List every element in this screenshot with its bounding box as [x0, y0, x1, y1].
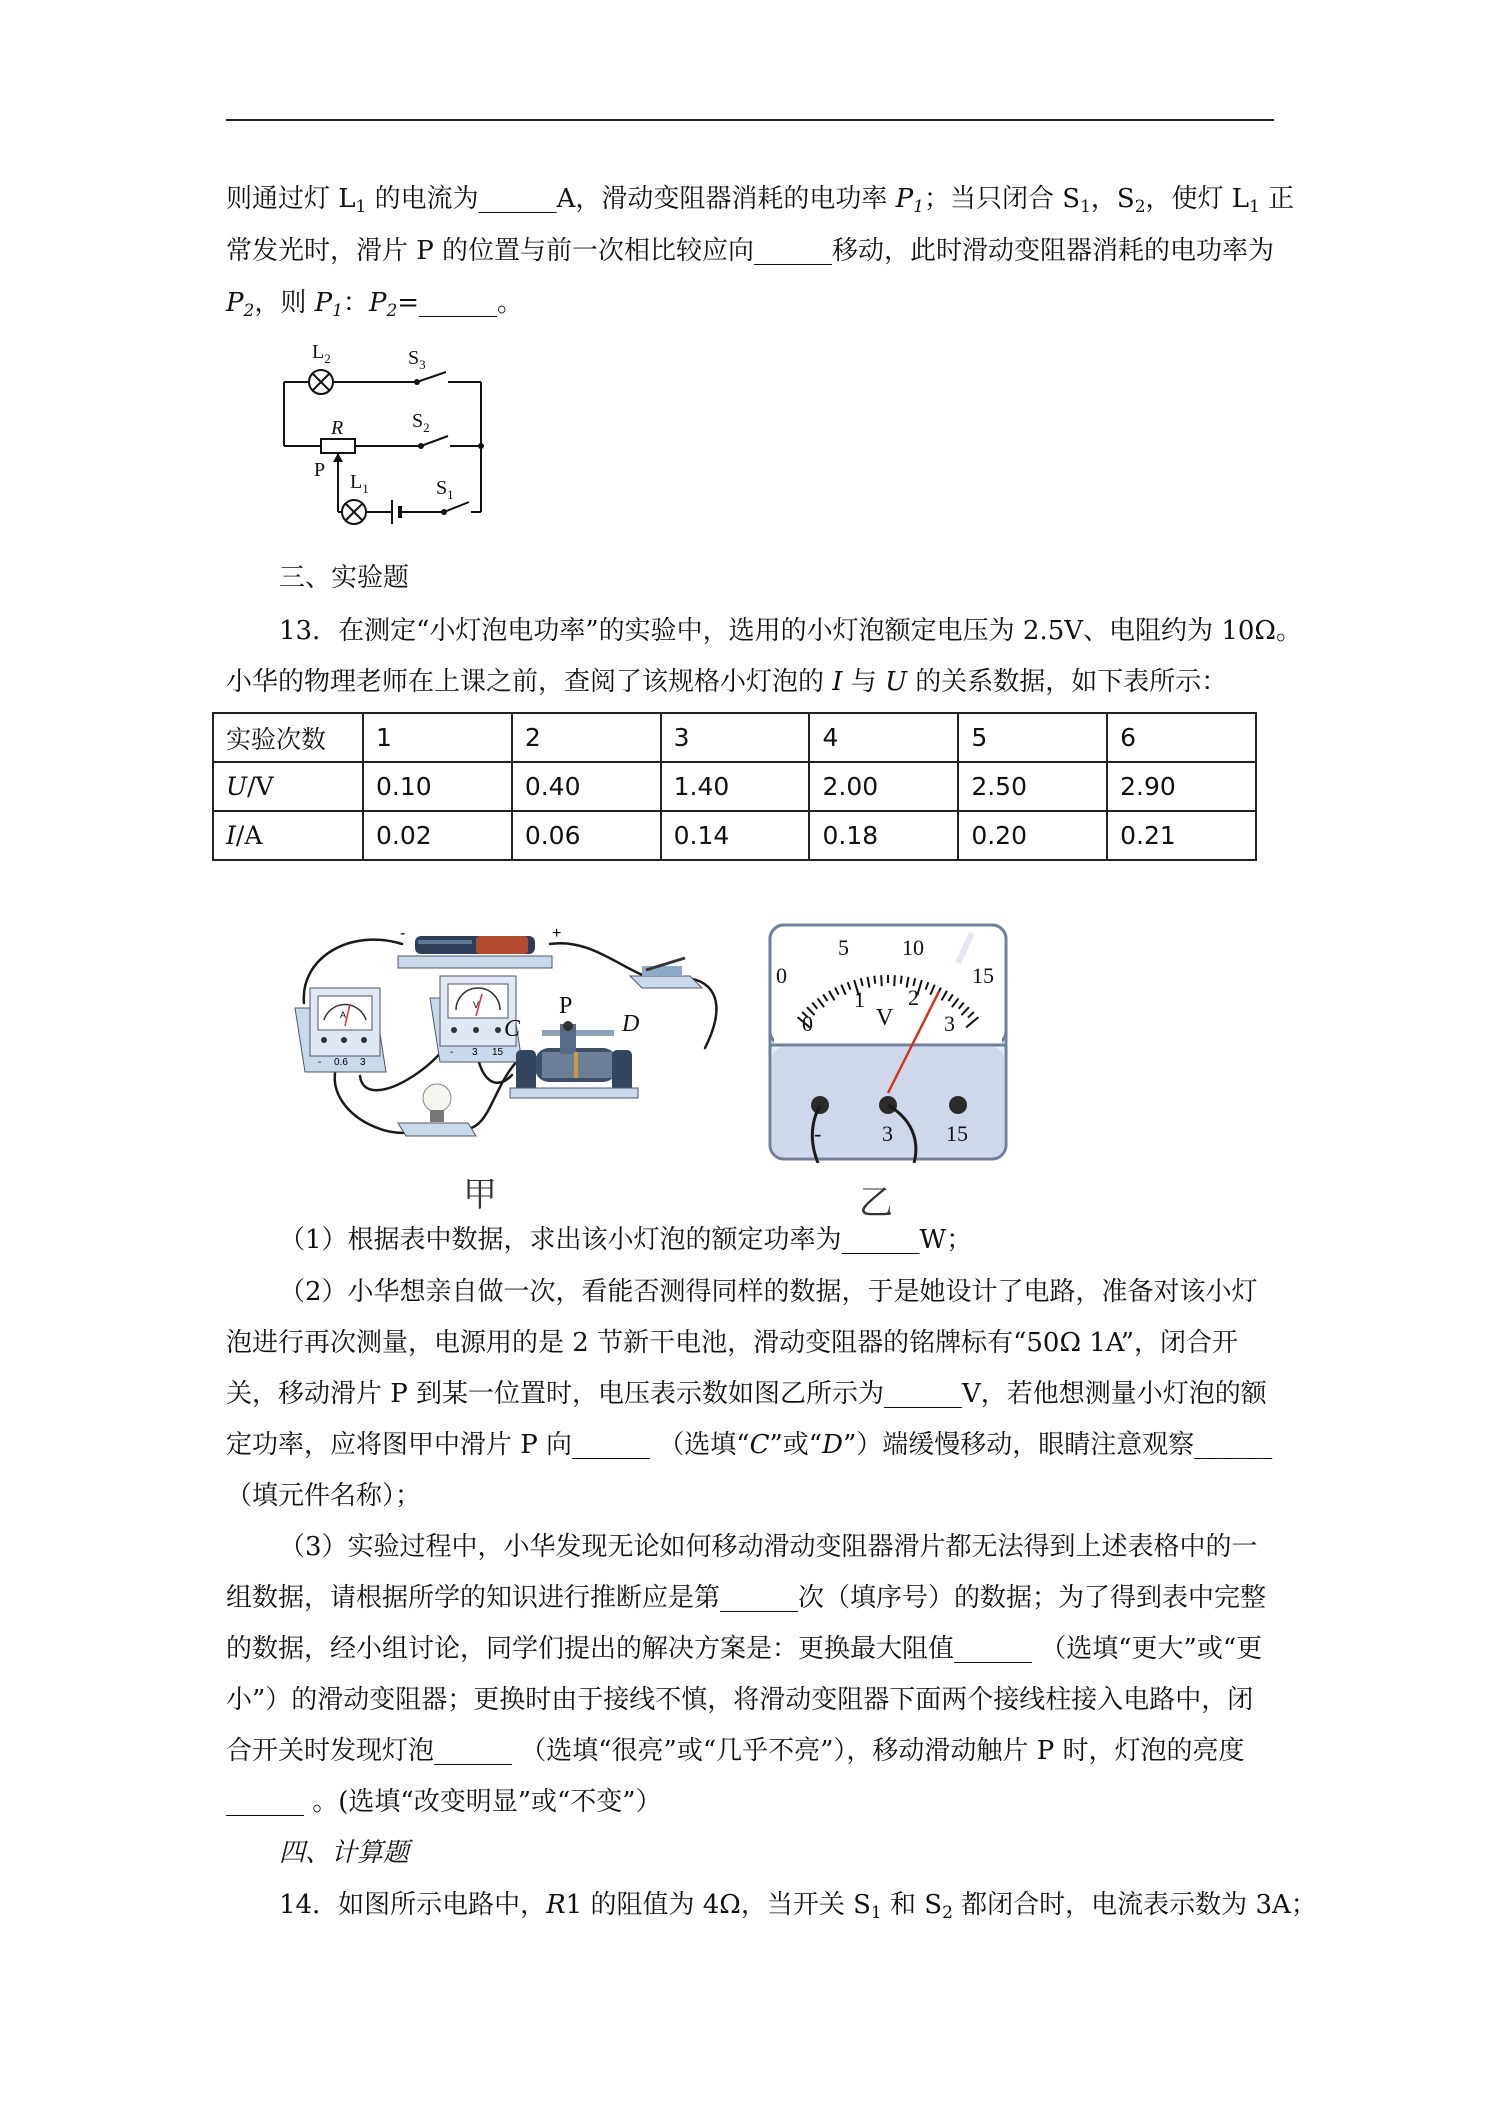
q13-part3-line3: 的数据，经小组讨论，同学们提出的解决方案是：更换最大阻值______ （选填“更大”或“更	[226, 1634, 1263, 1664]
q13-part2-line4: 定功率，应将图甲中滑片 P 向______ （选填“C”或“D”）端缓慢移动，眼睛注意观察______	[226, 1430, 1273, 1460]
junction-dot	[478, 443, 484, 449]
scale-tick	[874, 976, 875, 984]
scale-bottom-0: 0	[802, 1011, 813, 1036]
table-cell: 2.50	[958, 762, 1107, 811]
label-s1: $S_1$	[436, 477, 454, 502]
scale-tick	[894, 975, 895, 986]
slider-p-label: P	[559, 993, 573, 1019]
q14-line-1: 14．如图所示电路中，R1 的阻值为 4Ω，当开关 $S_1$ 和 $S_2$ 都闭合时，电流表示数为 3A；	[279, 1890, 1317, 1923]
switch-s1-icon	[441, 509, 447, 515]
scale-tick	[901, 976, 902, 984]
ammeter-terminal-label: 3	[360, 1057, 366, 1068]
unit-v-label: V	[876, 1005, 894, 1031]
label-s3: $S_3$	[408, 347, 426, 372]
rheostat-r-icon	[321, 439, 355, 453]
scale-top-10: 10	[902, 935, 924, 960]
header-rule	[226, 119, 1274, 121]
table-cell: 6	[1107, 713, 1256, 762]
table-cell: 2	[512, 713, 661, 762]
battery-icon	[392, 500, 400, 524]
ammeter-letter: A	[340, 1010, 347, 1020]
q13-part2-line5: （填元件名称）；	[226, 1481, 422, 1511]
q13-part3-line2: 组数据，请根据所学的知识进行推断应是第______次（填序号）的数据；为了得到表中完整	[226, 1583, 1267, 1613]
q13-part3-line1: （3）实验过程中，小华发现无论如何移动滑动变阻器滑片都无法得到上述表格中的一	[279, 1532, 1258, 1562]
figure-jia-caption: 甲	[463, 1175, 497, 1215]
scale-bottom-3: 3	[944, 1011, 955, 1036]
bulb-icon	[398, 1084, 476, 1136]
switch-s3-icon	[414, 379, 420, 385]
table-cell: 0.06	[512, 811, 661, 860]
table-cell: 0.20	[958, 811, 1107, 860]
terminal-3-label: 3	[882, 1121, 893, 1146]
scale-bottom-1: 1	[854, 987, 865, 1012]
label-l1: $L_1$	[350, 471, 369, 496]
label-l2: $L_2$	[312, 341, 331, 366]
table-cell: 1	[363, 713, 512, 762]
battery-holder-icon	[398, 936, 552, 968]
table-header-cell: I/A	[213, 811, 363, 860]
q13-part1: （1）根据表中数据，求出该小灯泡的额定功率为______W；	[279, 1225, 973, 1255]
label-r: R	[331, 417, 344, 439]
scale-top-15: 15	[972, 963, 994, 988]
battery-plus-label: +	[552, 925, 562, 942]
terminal-c-label: C	[504, 1016, 521, 1042]
table-header-cell: U/V	[213, 762, 363, 811]
iu-data-table	[212, 712, 1257, 861]
q13-part3-line5: 合开关时发现灯泡______ （选填“很亮”或“几乎不亮”），移动滑动触片 P 时，灯泡的亮度	[226, 1736, 1245, 1766]
q12-line-1: 则通过灯 $L_1$ 的电流为______A，滑动变阻器消耗的电功率 $P_1$；当只闭合 $S_1$，$S_2$，使灯 $L_1$ 正	[226, 184, 1295, 217]
scale-top-0: 0	[776, 963, 787, 988]
terminal-15-label: 15	[946, 1121, 968, 1146]
table-cell: 0.10	[363, 762, 512, 811]
table-cell: 0.21	[1107, 811, 1256, 860]
voltmeter-letter: V	[473, 1000, 480, 1010]
voltmeter-terminal-label: -	[450, 1047, 454, 1058]
lamp-l2-icon	[309, 370, 333, 394]
scale-top-5: 5	[838, 935, 849, 960]
figure-jia-apparatus	[290, 918, 740, 1158]
q12-line-2: 常发光时，滑片 P 的位置与前一次相比较应向______移动，此时滑动变阻器消耗的电功率为	[226, 236, 1275, 266]
voltmeter-terminal-label: 15	[492, 1047, 504, 1058]
circuit-diagram	[268, 336, 498, 536]
slider-arrow-icon	[333, 453, 343, 462]
section-3-heading: 三、实验题	[279, 563, 410, 593]
table-header-cell: 实验次数	[213, 713, 363, 762]
figure-yi-caption: 乙	[859, 1183, 893, 1223]
lamp-l1-icon	[342, 500, 366, 524]
table-cell: 0.18	[809, 811, 958, 860]
table-cell: 2.90	[1107, 762, 1256, 811]
q13-part3-line6: ______ 。(选填“改变明显”或“不变”）	[226, 1787, 662, 1817]
label-p: P	[314, 459, 326, 481]
rheostat-icon	[510, 1021, 638, 1098]
terminal-minus-label: -	[814, 1121, 822, 1146]
table-cell: 0.02	[363, 811, 512, 860]
table-row-voltage	[213, 762, 1256, 811]
q13-part2-line3: 关，移动滑片 P 到某一位置时，电压表示数如图乙所示为______V，若他想测量小灯泡的额	[226, 1379, 1267, 1409]
voltmeter-terminal-label: 3	[472, 1047, 478, 1058]
terminal-d-label: D	[622, 1011, 640, 1037]
table-cell: 0.40	[512, 762, 661, 811]
q13-part3-line4: 小”）的滑动变阻器；更换时由于接线不慎，将滑动变阻器下面两个接线柱接入电路中，闭	[226, 1685, 1254, 1715]
table-cell: 2.00	[809, 762, 958, 811]
table-cell: 1.40	[661, 762, 810, 811]
table-cell: 5	[958, 713, 1107, 762]
ammeter-terminal-label: -	[318, 1057, 322, 1068]
section-4-heading: 四、计算题	[279, 1838, 410, 1868]
q13-line-1: 13．在测定“小灯泡电功率”的实验中，选用的小灯泡额定电压为 2.5V、电阻约为 10Ω。	[279, 616, 1302, 646]
label-s2: $S_2$	[412, 410, 430, 435]
q13-part2-line1: （2）小华想亲自做一次，看能否测得同样的数据，于是她设计了电路，准备对该小灯	[279, 1277, 1258, 1307]
table-row-trials	[213, 713, 1256, 762]
table-cell: 0.14	[661, 811, 810, 860]
figure-yi-voltmeter	[768, 923, 1008, 1163]
q13-line-2: 小华的物理老师在上课之前，查阅了该规格小灯泡的 I 与 U 的关系数据，如下表所示：	[226, 667, 1228, 697]
table-row-current	[213, 811, 1256, 860]
scale-tick	[881, 975, 882, 986]
table-cell: 4	[809, 713, 958, 762]
table-cell: 3	[661, 713, 810, 762]
ammeter-terminal-label: 0.6	[334, 1057, 348, 1068]
battery-minus-label: -	[400, 925, 406, 942]
switch-s2-icon	[418, 443, 424, 449]
scale-bottom-2: 2	[908, 985, 919, 1010]
q13-part2-line2: 泡进行再次测量，电源用的是 2 节新干电池，滑动变阻器的铭牌标有“50Ω 1A”，闭合开	[226, 1328, 1239, 1358]
q12-line-3: $P_2$，则 $P_1$：$P_2=\_\_\_\_\_\_$。	[226, 288, 524, 321]
